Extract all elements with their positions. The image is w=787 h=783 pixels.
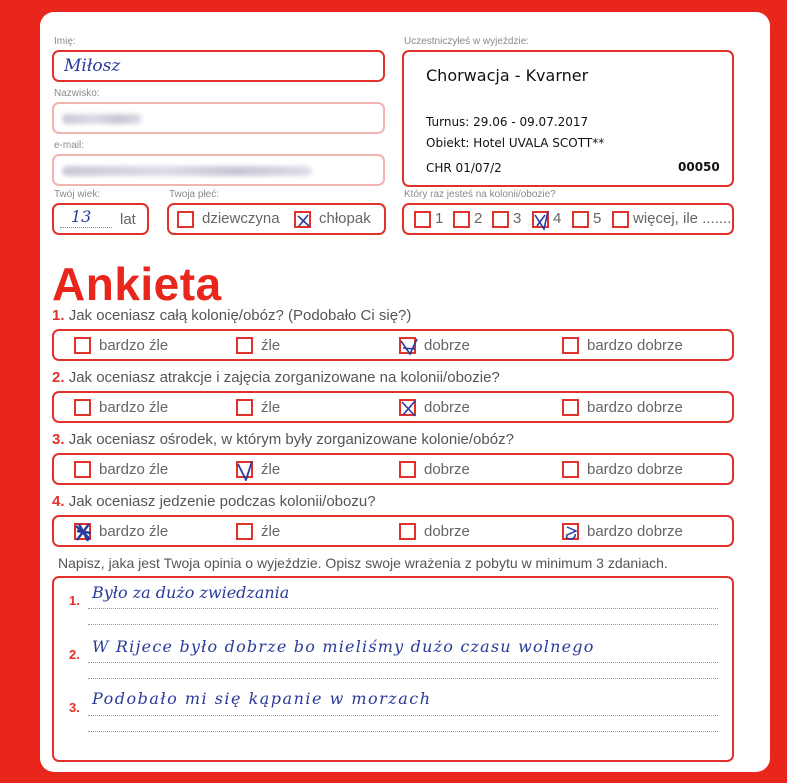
q4-option-dobrze: dobrze	[424, 523, 470, 540]
visits-checkbox-2[interactable]	[453, 211, 470, 228]
visits-option-3: 3	[513, 210, 522, 227]
opinion-line-3b-rule	[88, 731, 718, 732]
q3-checkbox-bardzo-dobrze[interactable]	[562, 461, 579, 478]
age-value: 13	[71, 207, 92, 226]
question-4	[52, 493, 376, 510]
opinion-line-1-number: 1.	[69, 593, 80, 608]
question-3	[52, 431, 514, 448]
opinion-line-2-number: 2.	[69, 647, 80, 662]
survey-sheet	[40, 12, 770, 772]
visits-option-more: więcej, ile .......	[633, 210, 732, 227]
question-2-options	[52, 391, 734, 423]
q2-checkbox-zle[interactable]	[236, 399, 253, 416]
q3-checkbox-zle[interactable]	[236, 461, 253, 478]
trip-turnus: Turnus: 29.06 - 09.07.2017	[426, 115, 589, 129]
q4-option-bardzo-dobrze: bardzo dobrze	[587, 523, 683, 540]
question-4-number: 4.	[52, 493, 65, 510]
gender-label: Twoja płeć:	[169, 189, 220, 200]
q1-option-dobrze: dobrze	[424, 337, 470, 354]
question-1-options	[52, 329, 734, 361]
gender-option-boy: chłopak	[319, 210, 371, 227]
question-1-number: 1.	[52, 307, 65, 324]
opinion-line-2-text: W Rijece było dobrze bo mieliśmy dużo czasu wolnego	[92, 637, 595, 656]
question-3-text: Jak oceniasz ośrodek, w którym były zorganizowane kolonie/obóz?	[68, 431, 514, 448]
q2-checkbox-bardzo-zle[interactable]	[74, 399, 91, 416]
trip-destination: Chorwacja - Kvarner	[426, 66, 589, 85]
opinion-prompt: Napisz, jaka jest Twoja opinia o wyjeździe. Opisz swoje wrażenia z pobytu w minimum 3 zdaniach.	[58, 555, 668, 571]
question-1	[52, 307, 411, 324]
checkmark-icon	[293, 209, 315, 231]
name-field[interactable]	[52, 50, 385, 82]
survey-title: Ankieta	[52, 258, 222, 310]
opinion-line-3-number: 3.	[69, 700, 80, 715]
checkmark-icon	[398, 397, 420, 419]
trip-label: Uczestniczyłeś w wyjeździe:	[404, 36, 530, 47]
q1-option-bardzo-zle: bardzo źle	[99, 337, 169, 354]
name-value: Miłosz	[64, 56, 121, 76]
checkmark-icon	[235, 459, 257, 481]
q2-option-zle: źle	[261, 399, 281, 416]
question-1-text: Jak oceniasz całą kolonię/obóz? (Podobało Ci się?)	[68, 307, 412, 324]
email-field[interactable]	[52, 154, 385, 186]
opinion-line-3-text: Podobało mi się kąpanie w morzach	[92, 689, 432, 708]
question-2	[52, 369, 500, 386]
q2-option-dobrze: dobrze	[424, 399, 470, 416]
q3-option-zle: źle	[261, 461, 281, 478]
question-3-options	[52, 453, 734, 485]
q1-checkbox-zle[interactable]	[236, 337, 253, 354]
age-label: Twój wiek:	[54, 189, 101, 200]
q2-checkbox-bardzo-dobrze[interactable]	[562, 399, 579, 416]
q2-checkbox-dobrze[interactable]	[399, 399, 416, 416]
q4-option-bardzo-zle: bardzo źle	[99, 523, 169, 540]
opinion-box[interactable]	[52, 576, 734, 762]
visits-field	[402, 203, 734, 235]
checkmark-icon	[398, 335, 420, 357]
q4-checkbox-dobrze[interactable]	[399, 523, 416, 540]
redacted-email	[62, 166, 312, 176]
opinion-line-3-rule	[88, 715, 718, 716]
visits-option-5: 5	[593, 210, 602, 227]
gender-option-girl: dziewczyna	[202, 210, 280, 227]
gender-field	[167, 203, 386, 235]
opinion-line-1-rule	[88, 608, 718, 609]
question-2-number: 2.	[52, 369, 65, 386]
opinion-line-2-rule	[88, 662, 718, 663]
scribble-icon	[73, 521, 95, 543]
age-unit: lat	[120, 211, 136, 228]
q4-option-zle: źle	[261, 523, 281, 540]
opinion-line-1b-rule	[88, 624, 718, 625]
email-label: e-mail:	[54, 140, 85, 151]
visits-option-1: 1	[435, 210, 444, 227]
q1-checkbox-bardzo-zle[interactable]	[74, 337, 91, 354]
q2-option-bardzo-dobrze: bardzo dobrze	[587, 399, 683, 416]
opinion-line-1-text: Było za dużo zwiedzania	[92, 583, 290, 602]
trip-info-box	[402, 50, 734, 187]
visits-checkbox-4[interactable]	[532, 211, 549, 228]
visits-checkbox-3[interactable]	[492, 211, 509, 228]
q3-option-dobrze: dobrze	[424, 461, 470, 478]
question-4-options	[52, 515, 734, 547]
opinion-line-2b-rule	[88, 678, 718, 679]
visits-option-2: 2	[474, 210, 483, 227]
redacted-surname	[62, 114, 142, 124]
q2-option-bardzo-zle: bardzo źle	[99, 399, 169, 416]
question-2-text: Jak oceniasz atrakcje i zajęcia zorganizowane na kolonii/obozie?	[68, 369, 500, 386]
q4-checkbox-bardzo-dobrze[interactable]	[562, 523, 579, 540]
question-3-number: 3.	[52, 431, 65, 448]
q3-checkbox-bardzo-zle[interactable]	[74, 461, 91, 478]
q4-checkbox-zle[interactable]	[236, 523, 253, 540]
question-4-text: Jak oceniasz jedzenie podczas kolonii/obozu?	[68, 493, 376, 510]
q1-checkbox-bardzo-dobrze[interactable]	[562, 337, 579, 354]
q3-option-bardzo-zle: bardzo źle	[99, 461, 169, 478]
visits-label: Który raz jesteś na kolonii/obozie?	[404, 189, 556, 200]
trip-obiekt: Obiekt: Hotel UVALA SCOTT**	[426, 136, 605, 150]
q3-option-bardzo-dobrze: bardzo dobrze	[587, 461, 683, 478]
q1-option-bardzo-dobrze: bardzo dobrze	[587, 337, 683, 354]
gender-checkbox-girl[interactable]	[177, 211, 194, 228]
age-field[interactable]	[52, 203, 149, 235]
q1-checkbox-dobrze[interactable]	[399, 337, 416, 354]
gender-checkbox-boy[interactable]	[294, 211, 311, 228]
checkmark-icon	[561, 521, 583, 543]
visits-checkbox-5[interactable]	[572, 211, 589, 228]
q1-option-zle: źle	[261, 337, 281, 354]
visits-checkbox-more[interactable]	[612, 211, 629, 228]
q3-checkbox-dobrze[interactable]	[399, 461, 416, 478]
visits-checkbox-1[interactable]	[414, 211, 431, 228]
surname-field[interactable]	[52, 102, 385, 134]
surname-label: Nazwisko:	[54, 88, 100, 99]
trip-code: CHR 01/07/2	[426, 161, 502, 175]
visits-option-4: 4	[553, 210, 562, 227]
name-label: Imię:	[54, 36, 76, 47]
q4-checkbox-bardzo-zle[interactable]	[74, 523, 91, 540]
checkmark-icon	[531, 209, 553, 231]
trip-number: 00050	[678, 160, 720, 174]
